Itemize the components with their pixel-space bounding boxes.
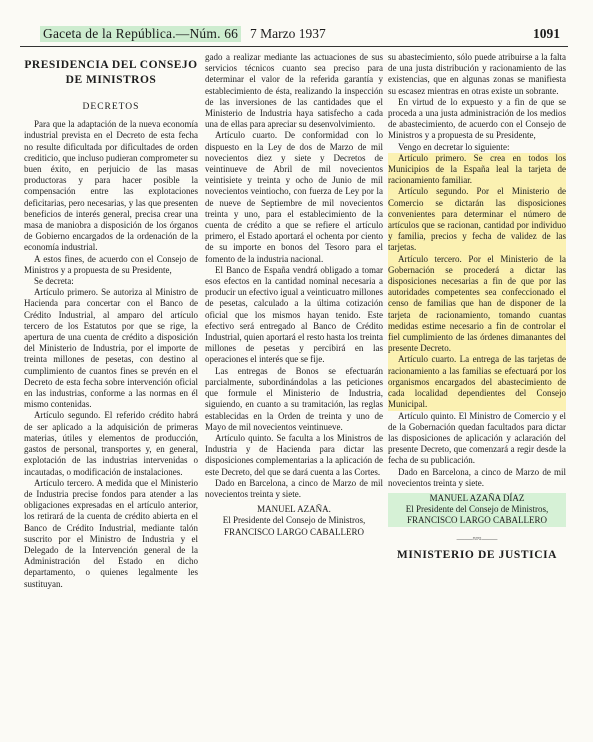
article-3-highlighted: Artículo tercero. Por el Ministerio de la Gobernación se procederá a dictar las disposiciones necesarias a fin de que por las autoridades competentes sea confeccionado el censo de familias que han de disponer de la tarjeta de racionamiento, tomando cuantas medidas estime necesario a fin de controlar el fiel cumplimiento de las órdenes dimanantes del presente Decreto. [388,253,566,354]
paragraph: El Banco de España vendrá obligado a tomar esos efectos en la cantidad nominal necesaria a producir un efectivo igual a veinticuatro millones de pesetas, calculado a la última cotización oficial que los mismos hayan tenido. Este efectivo será entregado al Banco de Crédito Industrial, quien aportará el resto hasta los treinta millones de pesetas y percibirá en las operaciones el interés que se fije. [205,264,383,365]
issue-date: 7 Marzo 1937 [250,26,326,41]
publication-header: Gaceta de la República.—Núm. 66 [40,26,241,42]
signer-role: El Presidente del Consejo de Ministros, [222,515,366,526]
article-1-highlighted: Artículo primero. Se crea en todos los Municipios de la España leal la tarjeta de racionamiento familiar. [388,152,566,186]
paragraph: A estos fines, de acuerdo con el Consejo de Ministros y a propuesta de su Presidente, [24,253,198,275]
article-2-highlighted: Artículo segundo. Por el Ministerio de Comercio se dictarán las disposiciones convenientes para determinar el número de artículos que se racionan, cantidad por individuo y familia, precios y fecha de validez de las tarjetas. [388,186,566,253]
signer: MANUEL AZAÑA DÍAZ [388,493,566,504]
masthead-rule [20,46,568,47]
paragraph: Para que la adaptación de la nueva economía industrial prevista en el Decreto de esta fecha no resulte dificultada por dificultades de orden crediticio, que incluso pudieran comprometer su buen éxito, en perjuicio de las masas productoras y para hacer posible la compensación entre las explotaciones deficitarias, pero necesarias, y las que presenten beneficios de interés general, precisa crear una masa de maniobra a disposición de los órganos de Gobierno encargados de la ordenación de la economía industrial. [24,119,198,253]
countersigner: FRANCISCO LARGO CABALLERO [223,526,364,537]
section-title: PRESIDENCIA DEL CONSEJO DE MINISTROS [24,59,198,86]
paragraph: Artículo segundo. El referido crédito habrá de ser aplicado a la adquisición de primeras materias, útiles y elementos de producción, gastos de personal, transportes y, en general, explotación de las industrias intervenidas o incautadas, o modificación de instalaciones. [24,410,198,477]
next-section-title: MINISTERIO DE JUSTICIA [396,548,558,561]
signer-role: El Presidente del Consejo de Ministros, [388,504,566,515]
paragraph: Artículo cuarto. De conformidad con lo dispuesto en la Ley de dos de Marzo de mil novecientos diez y siete y Decretos de veintinueve de Abril de mil novecientos veintisiete y treinta y ocho de Junio de mil novecientos veintiocho, con fuerza de Ley por la de nueve de Septiembre de mil novecientos treinta y uno, para el establecimiento de la cuenta de crédito a que se refiere el artículo primero, el Estado aportará el ochenta por ciento de su importe en bonos del Tesoro para el fomento de la industria nacional. [205,130,383,264]
ornament-divider: ——≈≈—— [456,533,498,543]
article-4-highlighted: Artículo cuarto. La entrega de las tarjetas de racionamiento a las familias se efectuará por los organismos encargados del abastecimiento de cada localidad dependientes del Consejo Municipal. [388,354,566,410]
paragraph: Artículo tercero. A medida que el Ministerio de Industria precise fondos para atender a las obligaciones expresadas en el artículo anterior, los retirará de la cuenta de crédito abierta en el Banco de Crédito Industrial, mediante talón suscrito por el Ministro de Industria y el Delegado de la Intervención general de la Administración del Estado en dicho departamento, o quienes legalmente les sustituyan. [24,477,198,589]
decretos-heading: DECRETOS [82,102,140,112]
countersigner: FRANCISCO LARGO CABALLERO [388,515,566,526]
paragraph: Las entregas de Bonos se efectuarán parcialmente, subordinándolas a las peticiones que formule el Ministerio de Industria, siguiendo, en cuanto a su tramitación, las reglas establecidas en la Orden de treinta y uno de Mayo de mil novecientos veintinueve. [205,365,383,432]
signer: MANUEL AZAÑA. [257,504,331,515]
paragraph: Artículo quinto. El Ministro de Comercio y el de la Gobernación quedan facultados para dictar las disposiciones de aplicación y aclaración del presente Decreto, que comenzará a regir desde la fecha de su publicación. [388,410,566,466]
paragraph: Se decreta: [34,276,74,287]
column-2 [205,52,383,538]
paragraph: Artículo quinto. Se faculta a los Ministros de Industria y de Hacienda para dictar las disposiciones complementarias a la aplicación de este Decreto, del que se dará cuenta a las Cortes. [205,432,383,477]
paragraph: En virtud de lo expuesto y a fin de que se proceda a una justa administración de los medios de abastecimiento, de acuerdo con el Consejo de Ministros y a propuesta de su Presidente, [388,96,566,141]
paragraph: Dado en Barcelona, a cinco de Marzo de mil novecientos treinta y siete. [205,477,383,499]
masthead [40,26,560,44]
paragraph: Artículo primero. Se autoriza al Ministro de Hacienda para concertar con el Banco de Crédito Industrial, al amparo del artículo tercero de los Estatutos por que se rige, la apertura de una cuenta de crédito a disposición del Ministerio de Industria, por el importe de treinta millones de pesetas, con destino al cumplimiento de cuantos fines se prevén en el Decreto de esta fecha sobre intervención oficial en las industrias, conforme a las normas en él mismo contenidas. [24,287,198,410]
page-number: 1091 [533,26,560,41]
paragraph: Vengo en decretar lo siguiente: [398,141,510,152]
paragraph: Dado en Barcelona, a cinco de Marzo de mil novecientos treinta y siete. [388,466,566,488]
paragraph: su abastecimiento, sólo puede atribuirse a la falta de una justa distribución y racionamiento de las existencias, que en algunas zonas se manifiesta su escasez mientras en otras existe un sobrante. [388,52,566,96]
column-1 [24,52,198,590]
paragraph: gado a realizar mediante las actuaciones de sus servicios técnicos cuanto sea preciso para determinar el valor de la referida garantía y establecimiento de ésta, realizando la inspección de las inversiones de las cantidades que el Ministerio de Industria haya satisfecho a cada una de ellas para apreciar su desenvolvimiento. [205,52,383,130]
column-3 [388,52,566,561]
